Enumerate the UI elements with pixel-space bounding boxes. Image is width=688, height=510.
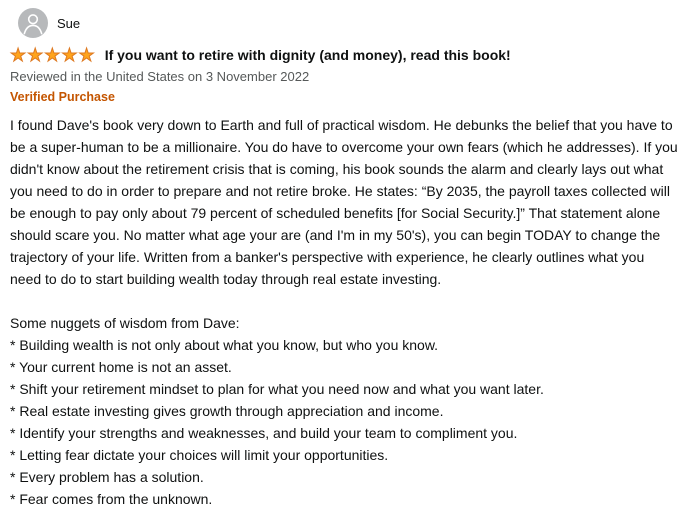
review-paragraph: I found Dave's book very down to Earth and full of practical wisdom. He debunks the belief that you have to be a super-human to be a millionaire. You do have to overcome your own fears (which he addresses). If you didn't know about the retirement crisis that is coming, his book sounds the alarm and clearly lays out what you need to do in order to prepare and not retire broke. He states: “By 2035, the payroll taxes collected will be enough to pay only about 79 percent of scheduled benefits [for Social Security.]” That statement alone should scare you. No matter what age your are (and I'm in my 50's), you can begin TODAY to change the trajectory of your life. Written from a banker's perspective with experience, he clearly outlines what you need to do to start building wealth today through real estate investing. bbox=[10, 117, 678, 287]
star-rating[interactable]: ★★★★★ bbox=[10, 45, 96, 65]
rating-row bbox=[10, 46, 680, 64]
nugget-item: * Real estate investing gives growth through appreciation and income. bbox=[10, 403, 444, 419]
verified-purchase-badge[interactable]: Verified Purchase bbox=[10, 90, 115, 104]
person-icon bbox=[18, 8, 48, 38]
review-title[interactable]: If you want to retire with dignity (and money), read this book! bbox=[104, 47, 511, 63]
nugget-item: * Shift your retirement mindset to plan for what you need now and what you want later. bbox=[10, 381, 544, 397]
nugget-item: * Letting fear dictate your choices will limit your opportunities. bbox=[10, 447, 389, 463]
nugget-item: * Every problem has a solution. bbox=[10, 469, 204, 485]
reviewer-name[interactable]: Sue bbox=[57, 15, 81, 31]
nuggets-header: Some nuggets of wisdom from Dave: bbox=[10, 315, 240, 331]
nugget-item: * Building wealth is not only about what you know, but who you know. bbox=[10, 337, 439, 353]
review-body bbox=[10, 114, 680, 510]
nugget-item: * Identify your strengths and weaknesses, and build your team to compliment you. bbox=[10, 425, 518, 441]
nugget-item: * Your current home is not an asset. bbox=[10, 359, 232, 375]
nugget-item: * Fear comes from the unknown. bbox=[10, 491, 213, 507]
avatar[interactable] bbox=[18, 8, 48, 38]
reviewer-profile[interactable] bbox=[18, 8, 80, 38]
review-date: Reviewed in the United States on 3 November 2022 bbox=[10, 69, 310, 84]
